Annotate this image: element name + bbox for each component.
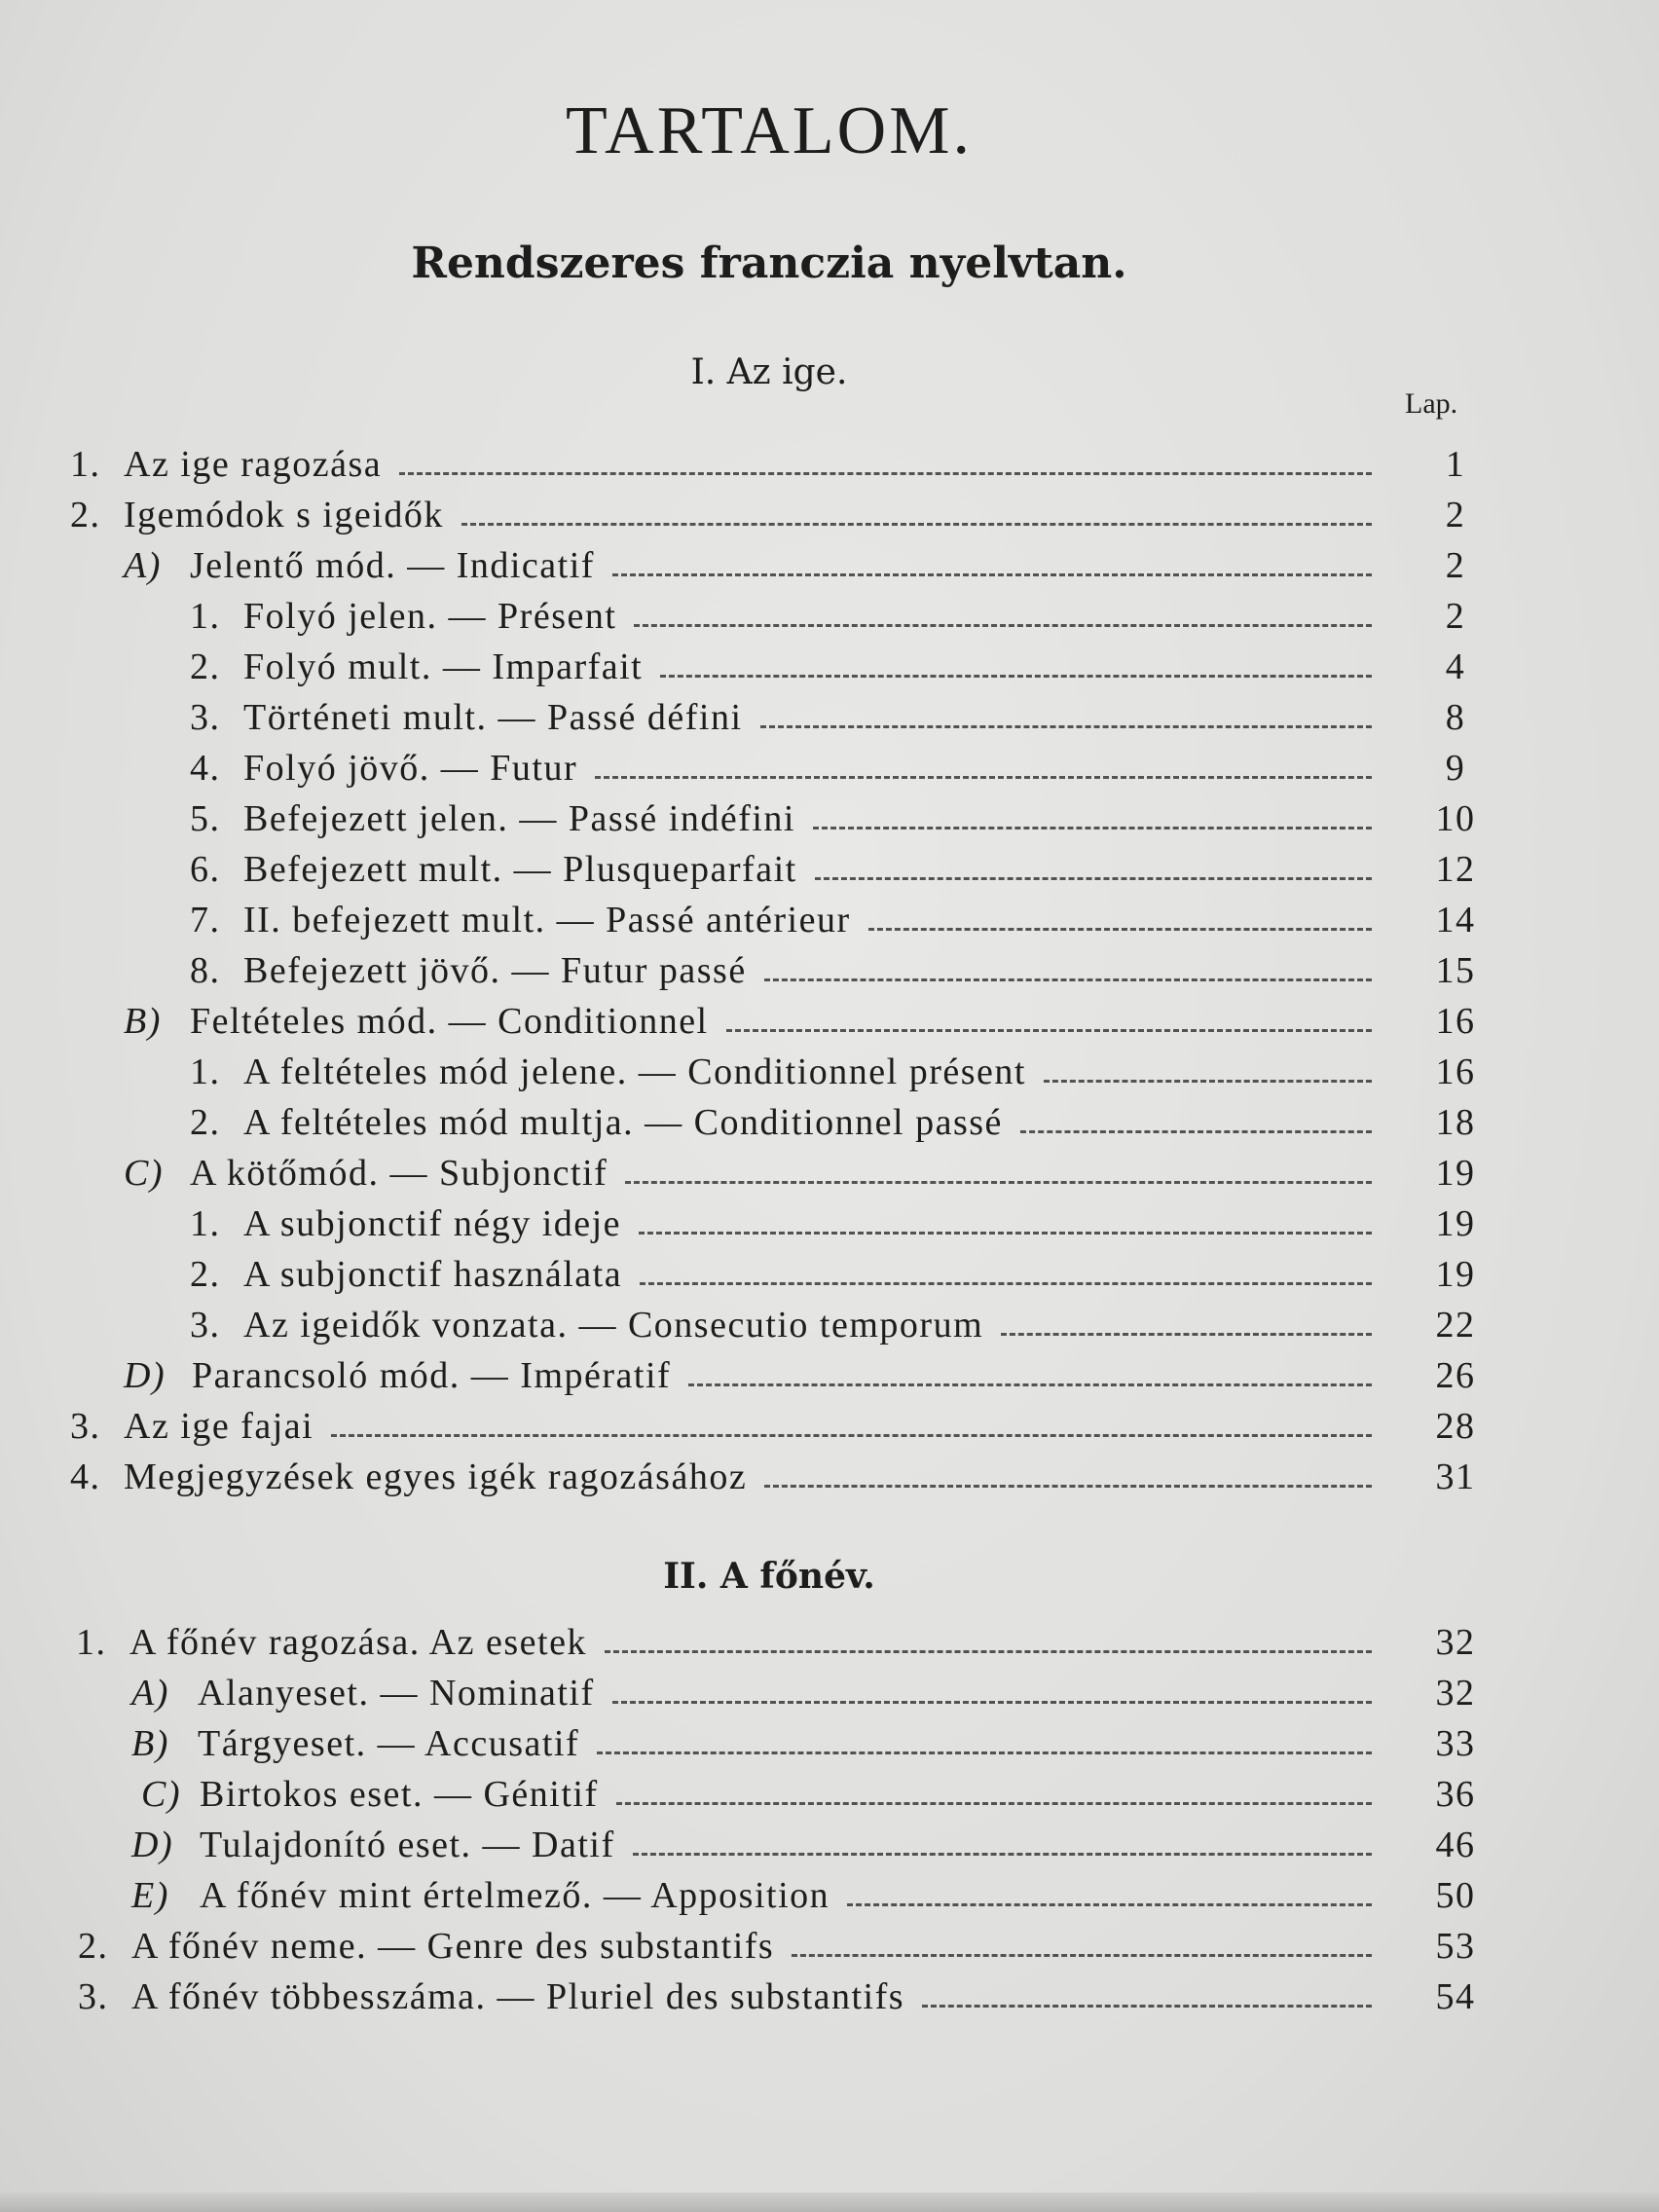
toc-entry bbox=[0, 1672, 1659, 1720]
entry-page: 12 bbox=[1435, 849, 1476, 890]
toc-entry bbox=[0, 595, 1659, 644]
toc-entry bbox=[0, 1051, 1659, 1099]
dot-leader bbox=[1044, 1080, 1372, 1083]
entry-page: 50 bbox=[1435, 1875, 1476, 1916]
entry-number: 3. bbox=[190, 1305, 221, 1346]
toc-entry bbox=[0, 899, 1659, 947]
dot-leader bbox=[688, 1383, 1372, 1386]
entry-label: II. befejezett mult. — Passé antérieur bbox=[243, 900, 851, 940]
dot-leader bbox=[847, 1903, 1372, 1906]
entry-number: 2. bbox=[190, 1254, 221, 1295]
entry-label: Alanyeset. — Nominatif bbox=[198, 1673, 595, 1714]
entry-label: Megjegyzések egyes igék ragozásához bbox=[124, 1456, 748, 1497]
entry-label: A főnév neme. — Genre des substantifs bbox=[131, 1926, 775, 1967]
entry-page: 2 bbox=[1445, 596, 1466, 637]
entry-page: 15 bbox=[1435, 950, 1476, 991]
toc-entry bbox=[0, 1253, 1659, 1302]
entry-label: A kötőmód. — Subjonctif bbox=[190, 1153, 608, 1194]
toc-entry bbox=[0, 1456, 1659, 1504]
toc-entry bbox=[0, 1405, 1659, 1454]
toc-entry bbox=[0, 1000, 1659, 1049]
entry-page: 8 bbox=[1445, 697, 1466, 738]
dot-leader bbox=[1001, 1333, 1372, 1336]
entry-number: 2. bbox=[190, 646, 221, 687]
toc-entry bbox=[0, 1101, 1659, 1150]
entry-page: 33 bbox=[1435, 1723, 1476, 1764]
toc-entry bbox=[0, 443, 1659, 492]
entry-page: 31 bbox=[1435, 1456, 1476, 1497]
toc-entry bbox=[0, 747, 1659, 795]
dot-leader bbox=[726, 1029, 1372, 1032]
toc-entry bbox=[0, 494, 1659, 542]
toc-entry bbox=[0, 696, 1659, 745]
entry-label: Történeti mult. — Passé défini bbox=[243, 697, 743, 738]
entry-number: 1. bbox=[76, 1622, 107, 1663]
dot-leader bbox=[815, 877, 1372, 880]
dot-leader bbox=[1020, 1130, 1372, 1133]
dot-leader bbox=[625, 1181, 1372, 1184]
dot-leader bbox=[634, 624, 1372, 627]
entry-label: Befejezett jelen. — Passé indéfini bbox=[243, 798, 795, 839]
toc-entry bbox=[0, 1925, 1659, 1973]
entry-number: 4. bbox=[190, 748, 221, 789]
entry-page: 1 bbox=[1445, 444, 1466, 485]
entry-label: Parancsoló mód. — Impératif bbox=[192, 1355, 672, 1396]
entry-page: 26 bbox=[1435, 1355, 1476, 1396]
entry-label: Tulajdonító eset. — Datif bbox=[200, 1825, 615, 1865]
entry-page: 53 bbox=[1435, 1926, 1476, 1967]
page-subtitle: Rendszeres franczia nyelvtan. bbox=[411, 239, 1127, 288]
entry-page: 18 bbox=[1435, 1102, 1476, 1143]
toc-entry bbox=[0, 645, 1659, 694]
entry-label: Folyó mult. — Imparfait bbox=[243, 646, 644, 687]
toc-entry bbox=[0, 1824, 1659, 1872]
dot-leader bbox=[760, 725, 1372, 728]
dot-leader bbox=[605, 1650, 1372, 1653]
entry-label: Folyó jövő. — Futur bbox=[243, 748, 578, 789]
entry-number: 2. bbox=[190, 1102, 221, 1143]
entry-number: 3. bbox=[78, 1976, 109, 2017]
entry-number: C) bbox=[141, 1774, 181, 1815]
entry-number: 3. bbox=[70, 1406, 101, 1447]
entry-page: 19 bbox=[1435, 1254, 1476, 1295]
entry-number: 3. bbox=[190, 697, 221, 738]
entry-label: Befejezett jövő. — Futur passé bbox=[243, 950, 747, 991]
toc-entry bbox=[0, 949, 1659, 998]
section-heading-verb: I. Az ige. bbox=[690, 352, 848, 392]
dot-leader bbox=[597, 1751, 1372, 1754]
entry-page: 10 bbox=[1435, 798, 1476, 839]
dot-leader bbox=[612, 1701, 1372, 1704]
page-title: TARTALOM. bbox=[566, 93, 973, 168]
entry-label: A subjonctif használata bbox=[243, 1254, 623, 1295]
entry-number: 5. bbox=[190, 798, 221, 839]
dot-leader bbox=[922, 2005, 1372, 2008]
dot-leader bbox=[595, 776, 1372, 779]
toc-entry bbox=[0, 1354, 1659, 1403]
dot-leader bbox=[633, 1853, 1372, 1856]
entry-label: A főnév többesszáma. — Pluriel des substantifs bbox=[131, 1976, 905, 2017]
entry-page: 14 bbox=[1435, 900, 1476, 940]
entry-page: 28 bbox=[1435, 1406, 1476, 1447]
entry-number: C) bbox=[124, 1153, 164, 1194]
entry-page: 46 bbox=[1435, 1825, 1476, 1865]
entry-number: 1. bbox=[190, 1051, 221, 1092]
dot-leader bbox=[792, 1954, 1372, 1957]
entry-number: D) bbox=[131, 1825, 174, 1865]
toc-entry bbox=[0, 1773, 1659, 1822]
entry-page: 54 bbox=[1435, 1976, 1476, 2017]
entry-number: A) bbox=[124, 545, 162, 586]
bottom-edge-strip bbox=[0, 2193, 1659, 2212]
entry-page: 9 bbox=[1445, 748, 1466, 789]
toc-entry bbox=[0, 848, 1659, 897]
toc-entry bbox=[0, 544, 1659, 593]
entry-page: 32 bbox=[1435, 1622, 1476, 1663]
dot-leader bbox=[640, 1282, 1372, 1285]
entry-label: A feltételes mód multja. — Conditionnel passé bbox=[243, 1102, 1003, 1143]
entry-label: Jelentő mód. — Indicatif bbox=[190, 545, 595, 586]
dot-leader bbox=[868, 928, 1372, 931]
dot-leader bbox=[612, 573, 1372, 576]
dot-leader bbox=[616, 1802, 1372, 1805]
entry-page: 19 bbox=[1435, 1203, 1476, 1244]
entry-label: Birtokos eset. — Génitif bbox=[200, 1774, 599, 1815]
entry-number: 8. bbox=[190, 950, 221, 991]
entry-number: D) bbox=[124, 1355, 166, 1396]
entry-page: 32 bbox=[1435, 1673, 1476, 1714]
entry-page: 2 bbox=[1445, 495, 1466, 535]
entry-number: 6. bbox=[190, 849, 221, 890]
entry-page: 19 bbox=[1435, 1153, 1476, 1194]
toc-entry bbox=[0, 797, 1659, 846]
entry-page: 36 bbox=[1435, 1774, 1476, 1815]
toc-entry bbox=[0, 1722, 1659, 1771]
entry-number: 4. bbox=[70, 1456, 101, 1497]
entry-label: Feltételes mód. — Conditionnel bbox=[190, 1001, 709, 1042]
entry-page: 16 bbox=[1435, 1001, 1476, 1042]
toc-entry bbox=[0, 1621, 1659, 1670]
entry-page: 2 bbox=[1445, 545, 1466, 586]
section-heading-noun: II. A főnév. bbox=[663, 1556, 875, 1597]
toc-entry bbox=[0, 1975, 1659, 2024]
entry-label: Az ige fajai bbox=[124, 1406, 314, 1447]
entry-number: B) bbox=[131, 1723, 169, 1764]
entry-page: 16 bbox=[1435, 1051, 1476, 1092]
dot-leader bbox=[639, 1232, 1372, 1235]
dot-leader bbox=[660, 675, 1372, 678]
entry-number: A) bbox=[131, 1673, 169, 1714]
dot-leader bbox=[331, 1434, 1372, 1437]
entry-number: 1. bbox=[70, 444, 101, 485]
entry-number: 2. bbox=[70, 495, 101, 535]
entry-label: Befejezett mult. — Plusqueparfait bbox=[243, 849, 797, 890]
toc-entry bbox=[0, 1152, 1659, 1200]
entry-number: B) bbox=[124, 1001, 162, 1042]
entry-label: Az igeidők vonzata. — Consecutio temporum bbox=[243, 1305, 984, 1346]
entry-label: Az ige ragozása bbox=[124, 444, 383, 485]
entry-label: A főnév ragozása. Az esetek bbox=[129, 1622, 587, 1663]
entry-label: Igemódok s igeidők bbox=[124, 495, 444, 535]
entry-number: E) bbox=[131, 1875, 169, 1916]
entry-label: A subjonctif négy ideje bbox=[243, 1203, 622, 1244]
entry-number: 7. bbox=[190, 900, 221, 940]
entry-label: Folyó jelen. — Présent bbox=[243, 596, 617, 637]
dot-leader bbox=[813, 827, 1372, 830]
page-column-label: Lap. bbox=[1405, 387, 1458, 420]
toc-entry bbox=[0, 1874, 1659, 1923]
toc-entry bbox=[0, 1202, 1659, 1251]
entry-page: 22 bbox=[1435, 1305, 1476, 1346]
entry-number: 2. bbox=[78, 1926, 109, 1967]
toc-entry bbox=[0, 1304, 1659, 1352]
dot-leader bbox=[764, 1485, 1372, 1488]
entry-label: A feltételes mód jelene. — Conditionnel présent bbox=[243, 1051, 1026, 1092]
entry-label: A főnév mint értelmező. — Apposition bbox=[200, 1875, 830, 1916]
dot-leader bbox=[764, 978, 1372, 981]
entry-page: 4 bbox=[1445, 646, 1466, 687]
entry-number: 1. bbox=[190, 596, 221, 637]
entry-number: 1. bbox=[190, 1203, 221, 1244]
entry-label: Tárgyeset. — Accusatif bbox=[198, 1723, 580, 1764]
dot-leader bbox=[461, 523, 1372, 526]
dot-leader bbox=[399, 472, 1372, 475]
